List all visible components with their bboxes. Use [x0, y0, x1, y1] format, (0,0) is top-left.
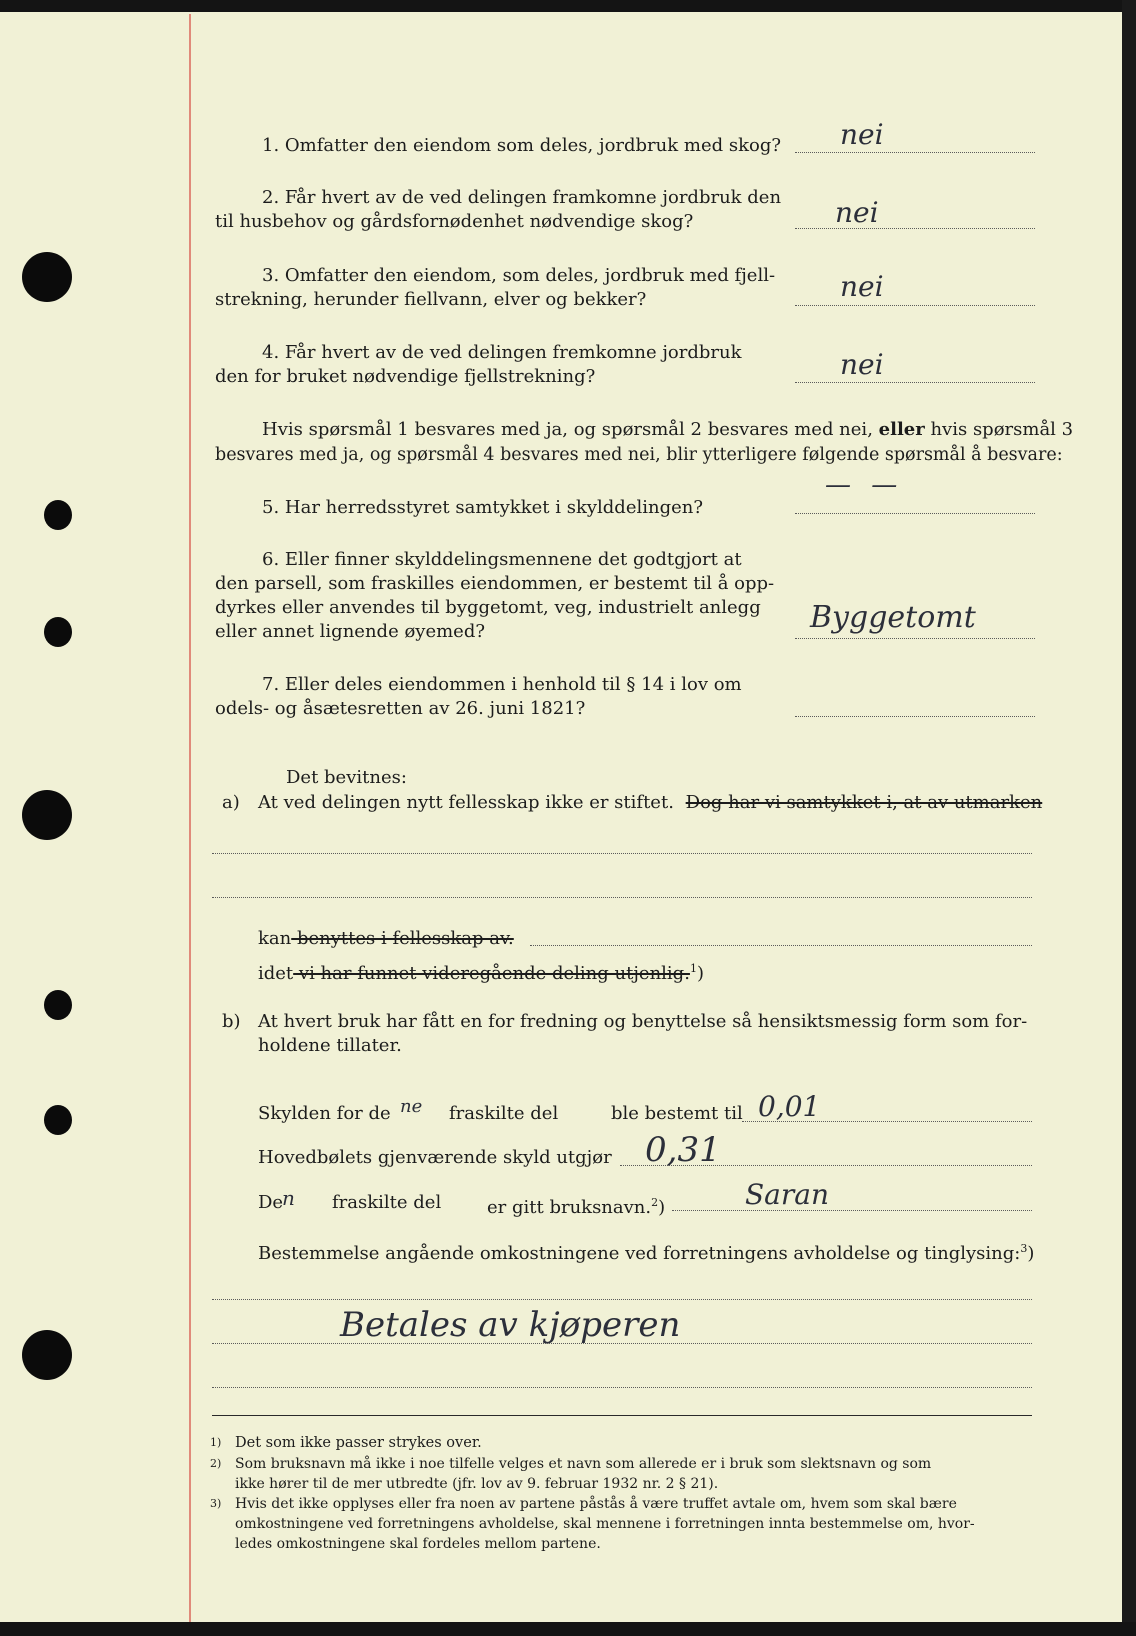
question-3-line-2: strekning, herunder fiellvann, elver og bekker?	[215, 289, 647, 310]
witness-a-line	[258, 791, 1042, 815]
bestemmelse-line-2	[212, 1343, 1032, 1344]
witness-a-label: a)	[222, 792, 240, 813]
skyld-label-c: ble bestemt til	[611, 1103, 743, 1124]
bestemmelse-text: Bestemmelse angående omkostningene ved forretningens avholdelse og tinglysing:	[258, 1243, 1021, 1264]
skyld-label-b: fraskilte del	[449, 1103, 559, 1124]
footnote-3-mark: 3)	[210, 1497, 222, 1510]
kan-line	[258, 927, 514, 951]
answer-line-1	[795, 152, 1035, 153]
answer-1: nei	[840, 118, 884, 151]
idet-line	[258, 957, 704, 986]
bruksnavn-line	[672, 1210, 1032, 1211]
witness-b-line-2: holdene tillater.	[258, 1035, 402, 1056]
answer-line-7	[795, 716, 1035, 717]
answer-line-6	[795, 638, 1035, 639]
blank-line	[212, 853, 1032, 854]
punch-hole	[44, 1105, 72, 1135]
footnote-2-line-2: ikke hører til de mer utbredte (jfr. lov av 9. februar 1932 nr. 2 § 21).	[235, 1476, 719, 1492]
answer-line-2	[795, 228, 1035, 229]
condition-text-c: hvis spørsmål 3	[930, 419, 1074, 440]
kan-struck: benyttes i fellesskap av.	[291, 928, 514, 949]
blank-line	[212, 897, 1032, 898]
question-5: 5. Har herredsstyret samtykket i skylddelingen?	[262, 497, 703, 518]
answer-line-4	[795, 382, 1035, 383]
scan-edge-right	[1122, 0, 1136, 1636]
footnote-2-line-1: Som bruksnavn må ikke i noe tilfelle velges et navn som allerede er i bruk som slektsnavn og som	[235, 1456, 932, 1472]
witness-a-text: At ved delingen nytt fellesskap ikke er stiftet.	[258, 792, 674, 813]
footnote-2-mark: 2)	[210, 1457, 222, 1470]
answer-line-3	[795, 305, 1035, 306]
idet-struck: vi har funnet videregående deling utjenlig.	[293, 963, 690, 984]
question-3-line-1: 3. Omfatter den eiendom, som deles, jordbruk med fjell-	[262, 265, 776, 286]
answer-3: nei	[840, 270, 884, 303]
answer-6: Byggetomt	[810, 600, 976, 635]
scan-edge-top	[0, 0, 1136, 12]
footnote-ref-2: 2	[651, 1196, 659, 1209]
den-handwritten-suffix: n	[282, 1186, 295, 1210]
den-label: De	[258, 1192, 284, 1213]
skyld-label-a: Skylden for de	[258, 1103, 391, 1124]
punch-hole	[22, 252, 72, 302]
idet-paren: )	[696, 963, 704, 984]
skyld-value: 0,01	[758, 1090, 821, 1123]
kan-prefix: kan	[258, 928, 292, 949]
footnote-1: Det som ikke passer strykes over.	[235, 1435, 482, 1451]
question-6-line-3: dyrkes eller anvendes til byggetomt, veg, industrielt anlegg	[215, 597, 761, 618]
footnote-ref-1: 1	[689, 962, 697, 975]
footnote-3-line-3: ledes omkostningene skal fordeles mellom partene.	[235, 1536, 601, 1552]
question-6-line-4: eller annet lignende øyemed?	[215, 621, 485, 642]
footnote-rule	[212, 1415, 1032, 1416]
punch-hole	[44, 617, 72, 647]
answer-2: nei	[835, 196, 879, 229]
hoved-value: 0,31	[645, 1130, 721, 1170]
den-paren: )	[658, 1197, 666, 1218]
punch-hole	[22, 1330, 72, 1380]
question-4-line-1: 4. Får hvert av de ved delingen fremkomne jordbruk	[262, 342, 742, 363]
punch-hole	[44, 500, 72, 530]
condition-line-1	[262, 418, 1073, 442]
question-4-line-2: den for bruket nødvendige fjellstrekning?	[215, 366, 596, 387]
den-label-c	[487, 1191, 665, 1220]
question-6-line-2: den parsell, som fraskilles eiendommen, er bestemt til å opp-	[215, 573, 775, 594]
witness-intro: Det bevitnes:	[286, 767, 407, 788]
den-label-b: fraskilte del	[332, 1192, 442, 1213]
answer-4: nei	[840, 348, 884, 381]
idet-prefix: idet	[258, 963, 294, 984]
bestemmelse-paren: )	[1027, 1243, 1035, 1264]
answer-5: — —	[825, 470, 904, 500]
question-7-line-2: odels- og åsætesretten av 26. juni 1821?	[215, 698, 586, 719]
bruksnavn-value: Saran	[745, 1178, 829, 1211]
kan-line-dots	[530, 945, 1032, 946]
witness-b-label: b)	[222, 1011, 241, 1032]
punch-hole	[44, 990, 72, 1020]
bestemmelse-label	[258, 1237, 1034, 1266]
punch-hole	[22, 790, 72, 840]
bestemmelse-value: Betales av kjøperen	[340, 1305, 681, 1345]
hoved-label: Hovedbølets gjenværende skyld utgjør	[258, 1147, 612, 1168]
margin-rule	[189, 14, 191, 1622]
witness-a-struck: Dog har vi samtykket i, at av utmarken	[685, 792, 1043, 813]
scan-edge-bottom	[0, 1622, 1136, 1636]
bestemmelse-line-1	[212, 1299, 1032, 1300]
den-label-c-text: er gitt bruksnavn.	[487, 1197, 652, 1218]
condition-line-2: besvares med ja, og spørsmål 4 besvares med nei, blir ytterligere følgende spørsmål å besvare:	[215, 445, 1063, 465]
question-2-line-1: 2. Får hvert av de ved delingen framkomne jordbruk den	[262, 187, 782, 208]
footnote-3-line-1: Hvis det ikke opplyses eller fra noen av partene påstås å være truffet avtale om, hvem som skal bære	[235, 1496, 957, 1512]
question-2-line-2: til husbehov og gårdsfornødenhet nødvendige skog?	[215, 211, 694, 232]
footnote-ref-3: 3	[1020, 1242, 1028, 1255]
condition-bold-eller: eller	[878, 419, 925, 440]
skyld-handwritten-suffix: ne	[400, 1096, 423, 1117]
question-1: 1. Omfatter den eiendom som deles, jordbruk med skog?	[262, 135, 781, 156]
footnote-3-line-2: omkostningene ved forretningens avholdelse, skal mennene i forretningen innta bestemmelse om, hvor-	[235, 1516, 975, 1532]
answer-line-5	[795, 513, 1035, 514]
question-7-line-1: 7. Eller deles eiendommen i henhold til § 14 i lov om	[262, 674, 742, 695]
question-6-line-1: 6. Eller finner skylddelingsmennene det godtgjort at	[262, 549, 742, 570]
footnote-1-mark: 1)	[210, 1436, 222, 1449]
condition-text-a: Hvis spørsmål 1 besvares med ja, og spørsmål 2 besvares med nei,	[262, 419, 873, 440]
witness-b-line-1: At hvert bruk har fått en for fredning og benyttelse så hensiktsmessig form som for-	[258, 1011, 1028, 1032]
bestemmelse-line-3	[212, 1387, 1032, 1388]
